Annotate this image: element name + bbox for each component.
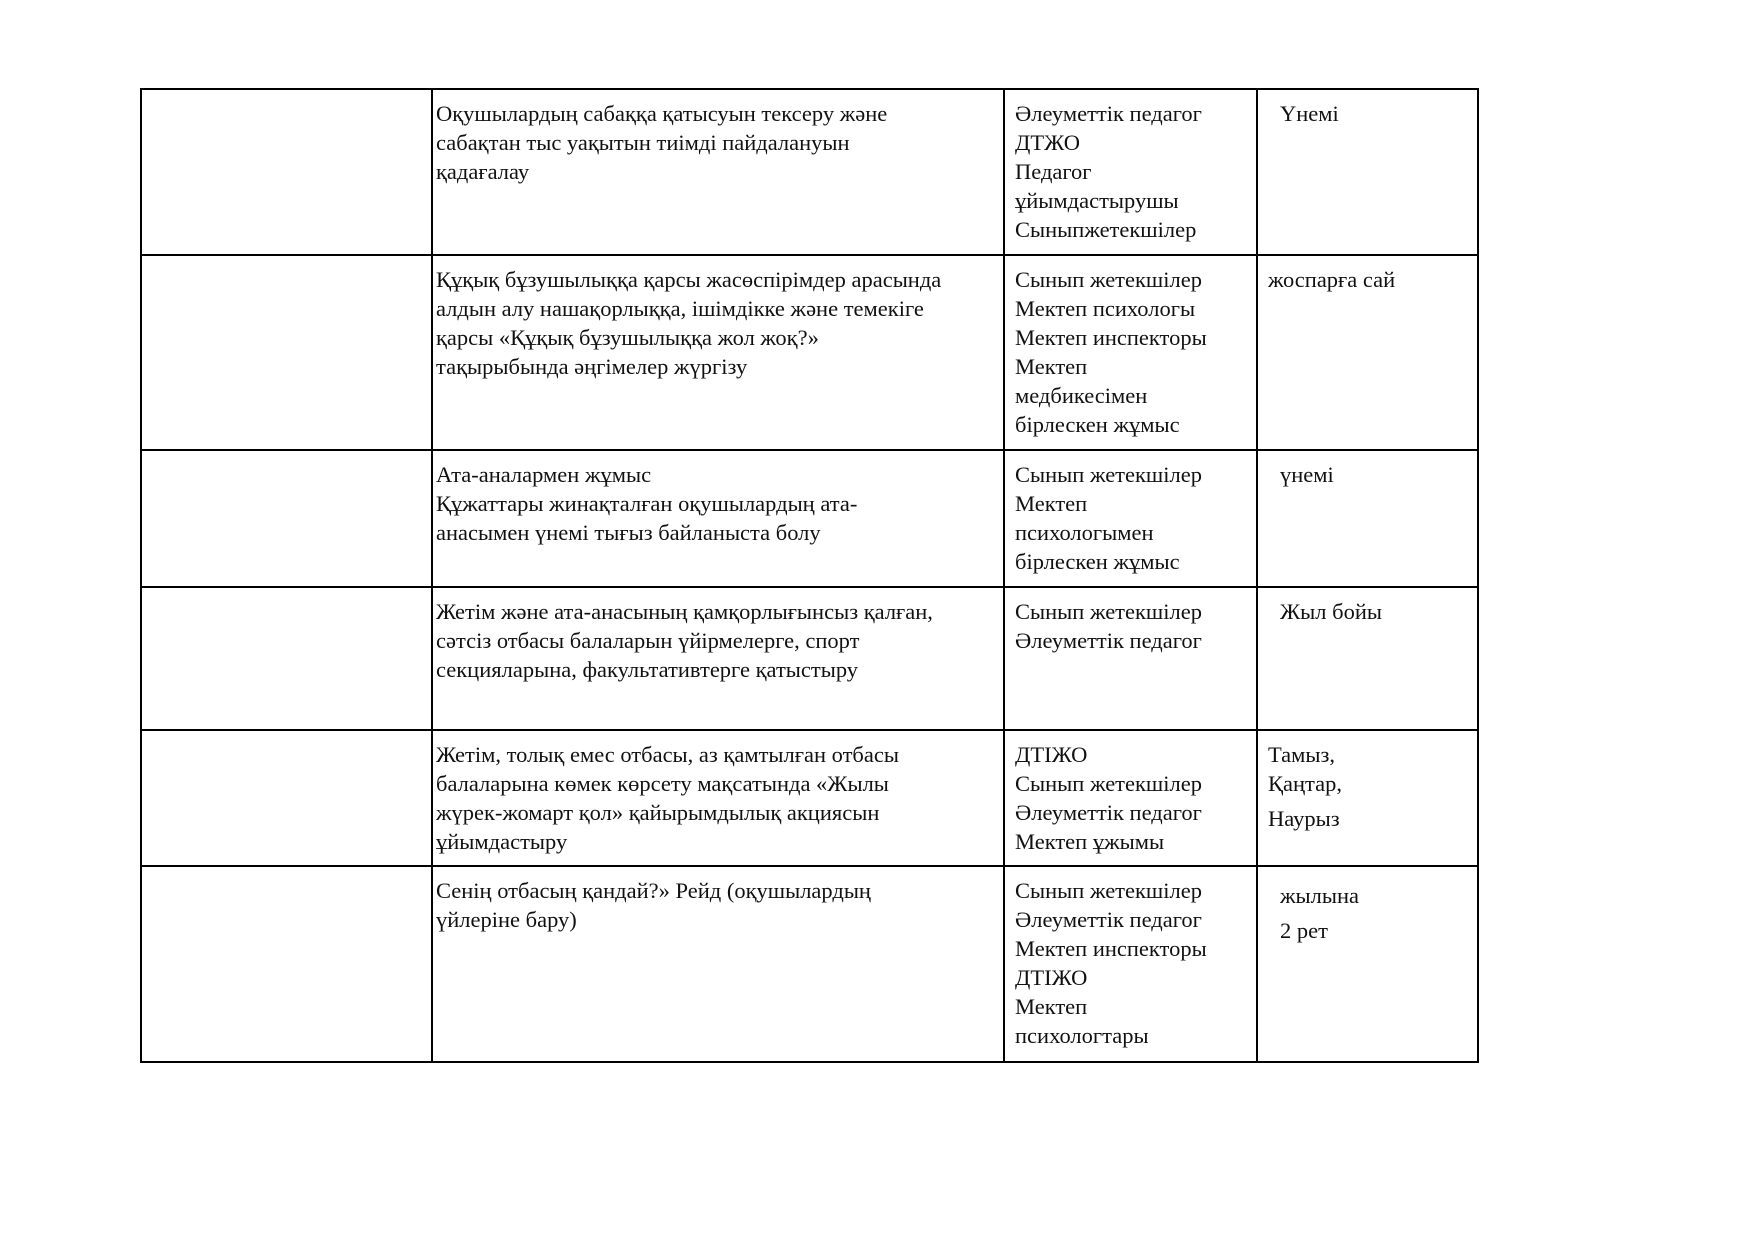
responsible-line: Әлеуметтік педагог xyxy=(1015,907,1202,932)
responsible-line: Сыныпжетекшілер xyxy=(1015,217,1197,242)
responsible-line: Сынып жетекшілер xyxy=(1015,462,1202,487)
responsible-line: Сынып жетекшілер xyxy=(1015,771,1202,796)
responsible-line: ДТІЖО xyxy=(1015,742,1088,767)
activity-cell xyxy=(432,866,1004,1062)
responsible-line: Мектеп инспекторы xyxy=(1015,325,1207,350)
timing-line: Жыл бойы xyxy=(1280,599,1382,624)
responsible-line: Мектеп инспекторы xyxy=(1015,936,1207,961)
responsible-line: Сынып жетекшілер xyxy=(1015,267,1202,292)
number-cell xyxy=(141,730,432,866)
responsible-line: бірлескен жұмыс xyxy=(1015,412,1180,437)
number-cell xyxy=(141,587,432,730)
activity-cell xyxy=(432,587,1004,730)
activity-line: Жетім, толық емес отбасы, аз қамтылған отбасы xyxy=(436,742,899,767)
responsible-line: Педагог xyxy=(1015,159,1092,184)
table-row xyxy=(141,89,1478,255)
activity-line: сабақтан тыс уақытын тиімді пайдалануын xyxy=(436,130,850,155)
activity-plan-table xyxy=(140,88,1479,1063)
activity-cell xyxy=(432,255,1004,450)
activity-line: тақырыбында әңгімелер жүргізу xyxy=(436,354,748,379)
responsible-line: Әлеуметтік педагог xyxy=(1015,628,1202,653)
responsible-line: Мектеп xyxy=(1015,491,1088,516)
number-cell xyxy=(141,450,432,587)
timing-cell xyxy=(1257,866,1478,1062)
activity-cell xyxy=(432,730,1004,866)
responsible-line: бірлескен жұмыс xyxy=(1015,549,1180,574)
responsible-line: психологымен xyxy=(1015,520,1154,545)
responsible-line: ұйымдастырушы xyxy=(1015,188,1179,213)
table-row xyxy=(141,866,1478,1062)
activity-cell xyxy=(432,450,1004,587)
responsible-line: Әлеуметтік педагог xyxy=(1015,800,1202,825)
activity-line: секцияларына, факультативтерге қатыстыру xyxy=(436,657,859,682)
table-row xyxy=(141,730,1478,866)
timing-line: Тамыз, xyxy=(1268,742,1336,767)
responsible-line: Сынып жетекшілер xyxy=(1015,599,1202,624)
responsible-line: ДТІЖО xyxy=(1015,965,1088,990)
responsible-cell xyxy=(1004,89,1257,255)
responsible-cell xyxy=(1004,587,1257,730)
number-cell xyxy=(141,866,432,1062)
timing-cell xyxy=(1257,255,1478,450)
number-cell xyxy=(141,255,432,450)
timing-line: үнемі xyxy=(1280,462,1334,487)
activity-line: үйлеріне бару) xyxy=(436,907,577,932)
activity-line: Ата-аналармен жұмыс xyxy=(436,462,652,487)
timing-line: 2 рет xyxy=(1280,918,1328,943)
responsible-line: медбикесімен xyxy=(1015,383,1148,408)
timing-line: Үнемі xyxy=(1280,101,1339,126)
responsible-line: Әлеуметтік педагог xyxy=(1015,101,1202,126)
activity-line: Сенің отбасың қандай?» Рейд (оқушылардың xyxy=(436,878,871,903)
timing-line: жоспарға сай xyxy=(1268,267,1396,292)
responsible-line: Сынып жетекшілер xyxy=(1015,878,1202,903)
activity-line: балаларына көмек көрсету мақсатында «Жылы xyxy=(436,771,889,796)
activity-line: ұйымдастыру xyxy=(436,829,568,854)
timing-line: Қаңтар, xyxy=(1268,771,1343,796)
activity-cell xyxy=(432,89,1004,255)
timing-cell xyxy=(1257,730,1478,866)
activity-line: жүрек-жомарт қол» қайырымдылық акциясын xyxy=(436,800,880,825)
responsible-line: ДТЖО xyxy=(1015,130,1080,155)
activity-line: Құжаттары жинақталған оқушылардың ата- xyxy=(436,491,858,516)
responsible-line: Мектеп ұжымы xyxy=(1015,829,1165,854)
activity-line: Оқушылардың сабаққа қатысуын тексеру және xyxy=(436,101,888,126)
activity-line: алдын алу нашақорлыққа, ішімдікке және темекіге xyxy=(436,296,924,321)
table-row xyxy=(141,587,1478,730)
responsible-cell xyxy=(1004,255,1257,450)
table-row xyxy=(141,450,1478,587)
timing-line: жылына xyxy=(1280,883,1360,908)
responsible-cell xyxy=(1004,866,1257,1062)
timing-cell xyxy=(1257,450,1478,587)
responsible-line: Мектеп психологы xyxy=(1015,296,1196,321)
activity-line: сәтсіз отбасы балаларын үйірмелерге, спорт xyxy=(436,628,860,653)
number-cell xyxy=(141,89,432,255)
activity-line: Құқық бұзушылыққа қарсы жасөспірімдер арасында xyxy=(436,267,942,292)
responsible-cell xyxy=(1004,450,1257,587)
responsible-line: психологтары xyxy=(1015,1023,1149,1048)
table-row xyxy=(141,255,1478,450)
responsible-line: Мектеп xyxy=(1015,354,1088,379)
activity-line: қадағалау xyxy=(436,159,530,184)
timing-line: Наурыз xyxy=(1268,806,1340,831)
timing-cell xyxy=(1257,89,1478,255)
responsible-line: Мектеп xyxy=(1015,994,1088,1019)
activity-line: Жетім және ата-анасының қамқорлығынсыз қалған, xyxy=(436,599,933,624)
activity-line: қарсы «Құқық бұзушылыққа жол жоқ?» xyxy=(436,325,819,350)
activity-line: анасымен үнемі тығыз байланыста болу xyxy=(436,520,821,545)
responsible-cell xyxy=(1004,730,1257,866)
timing-cell xyxy=(1257,587,1478,730)
